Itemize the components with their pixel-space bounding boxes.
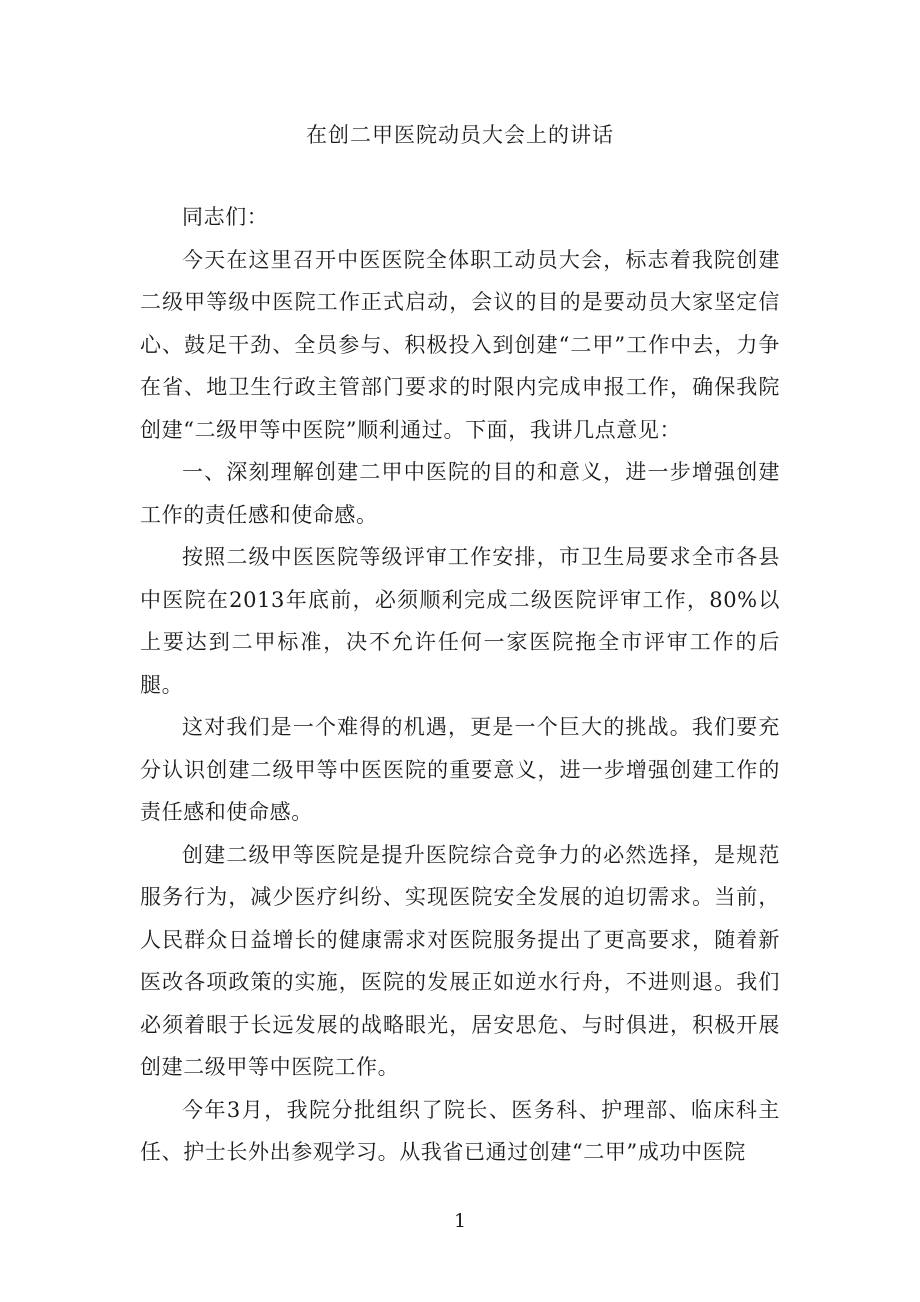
paragraph: 今年3月，我院分批组织了院长、医务科、护理部、临床科主任、护士长外出参观学习。从我省已通过创建“二甲”成功中医院 — [140, 1097, 780, 1164]
paragraph: 创建二级甲等医院是提升医院综合竞争力的必然选择，是规范服务行为，减少医疗纠纷、实现医院安全发展的迫切需求。当前，人民群众日益增长的健康需求对医院服务提出了更高要求，随着新医改各项政策的实施，医院的发展正如逆水行舟，不进则退。我们必须着眼于长远发展的战略眼光，居安思危、与时俱进，积极开展创建二级甲等中医院工作。 — [140, 842, 780, 1079]
paragraph: 按照二级中医医院等级评审工作安排，市卫生局要求全市各县中医院在2013年底前，必须顺利完成二级医院评审工作，80%以上要达到二甲标准，决不允许任何一家医院拖全市评审工作的后腿。 — [140, 545, 780, 697]
paragraph-salutation: 同志们： — [182, 205, 269, 229]
paragraph: 这对我们是一个难得的机遇，更是一个巨大的挑战。我们要充分认识创建二级甲等中医医院的重要意义，进一步增强创建工作的责任感和使命感。 — [140, 715, 780, 824]
page-number: 1 — [453, 1210, 467, 1232]
paragraph-opening: 今天在这里召开中医医院全体职工动员大会，标志着我院创建二级甲等级中医院工作正式启动，会议的目的是要动员大家坚定信心、鼓足干劲、全员参与、积极投入到创建“二甲”工作中去，力争在省、地卫生行政主管部门要求的时限内完成申报工作，确保我院创建“二级甲等中医院”顺利通过。下面，我讲几点意见： — [140, 247, 780, 442]
document-title: 在创二甲医院动员大会上的讲话 — [306, 123, 614, 147]
section-heading-one: 一、深刻理解创建二甲中医院的目的和意义，进一步增强创建工作的责任感和使命感。 — [140, 460, 780, 527]
document-body — [140, 196, 780, 1174]
